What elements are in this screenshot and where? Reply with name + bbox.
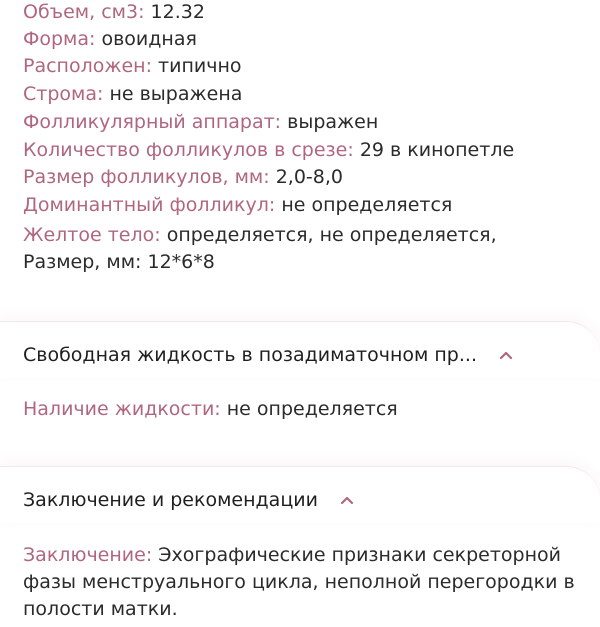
follicle-size-label: Размер фолликулов, мм: — [23, 166, 270, 188]
shape-row — [23, 26, 576, 53]
fluid-label: Наличие жидкости: — [23, 398, 221, 420]
conclusion-row — [23, 542, 576, 623]
fluid-row — [23, 396, 576, 423]
follicle-count-row — [23, 137, 576, 164]
stroma-value: не выражена — [109, 83, 243, 105]
location-value: типично — [158, 55, 242, 77]
volume-label: Объем, см3: — [23, 1, 145, 23]
free-fluid-section-title[interactable]: Свободная жидкость в позадиматочном пр... — [23, 344, 477, 366]
follicular-label: Фолликулярный аппарат: — [23, 111, 282, 133]
follicle-size-row — [23, 164, 576, 191]
follicle-count-value: 29 в кинопетле — [359, 139, 515, 161]
stroma-row — [23, 81, 576, 108]
dominant-follicle-row — [23, 192, 576, 219]
conclusion-section-title[interactable]: Заключение и рекомендации — [23, 489, 318, 511]
stroma-label: Строма: — [23, 83, 104, 105]
location-label: Расположен: — [23, 55, 152, 77]
follicular-value: выражен — [287, 111, 379, 133]
corpus-luteum-row — [23, 222, 576, 276]
volume-value: 12.32 — [150, 1, 205, 23]
corpus-luteum-label: Желтое тело: — [23, 224, 161, 246]
corpus-luteum-value: определяется, не определяется, Размер, мм: 12*6*8 — [23, 224, 497, 273]
free-fluid-section-header[interactable] — [23, 340, 513, 370]
follicle-count-label: Количество фолликулов в срезе: — [23, 139, 354, 161]
shape-label: Форма: — [23, 28, 96, 50]
shape-value: овоидная — [101, 28, 197, 50]
volume-row — [23, 0, 576, 26]
dominant-follicle-label: Доминантный фолликул: — [23, 194, 276, 216]
dominant-follicle-value: не определяется — [281, 194, 453, 216]
chevron-up-icon[interactable] — [340, 495, 354, 505]
conclusion-value: Эхографические признаки секреторной фазы менструального цикла, неполной перегородки в полости матки. — [23, 544, 575, 620]
fluid-value: не определяется — [226, 398, 398, 420]
chevron-up-icon[interactable] — [499, 350, 513, 360]
conclusion-section-header[interactable] — [23, 485, 354, 515]
follicle-size-value: 2,0-8,0 — [275, 166, 344, 188]
conclusion-label: Заключение: — [23, 544, 153, 566]
follicular-row — [23, 109, 576, 136]
location-row — [23, 53, 576, 80]
